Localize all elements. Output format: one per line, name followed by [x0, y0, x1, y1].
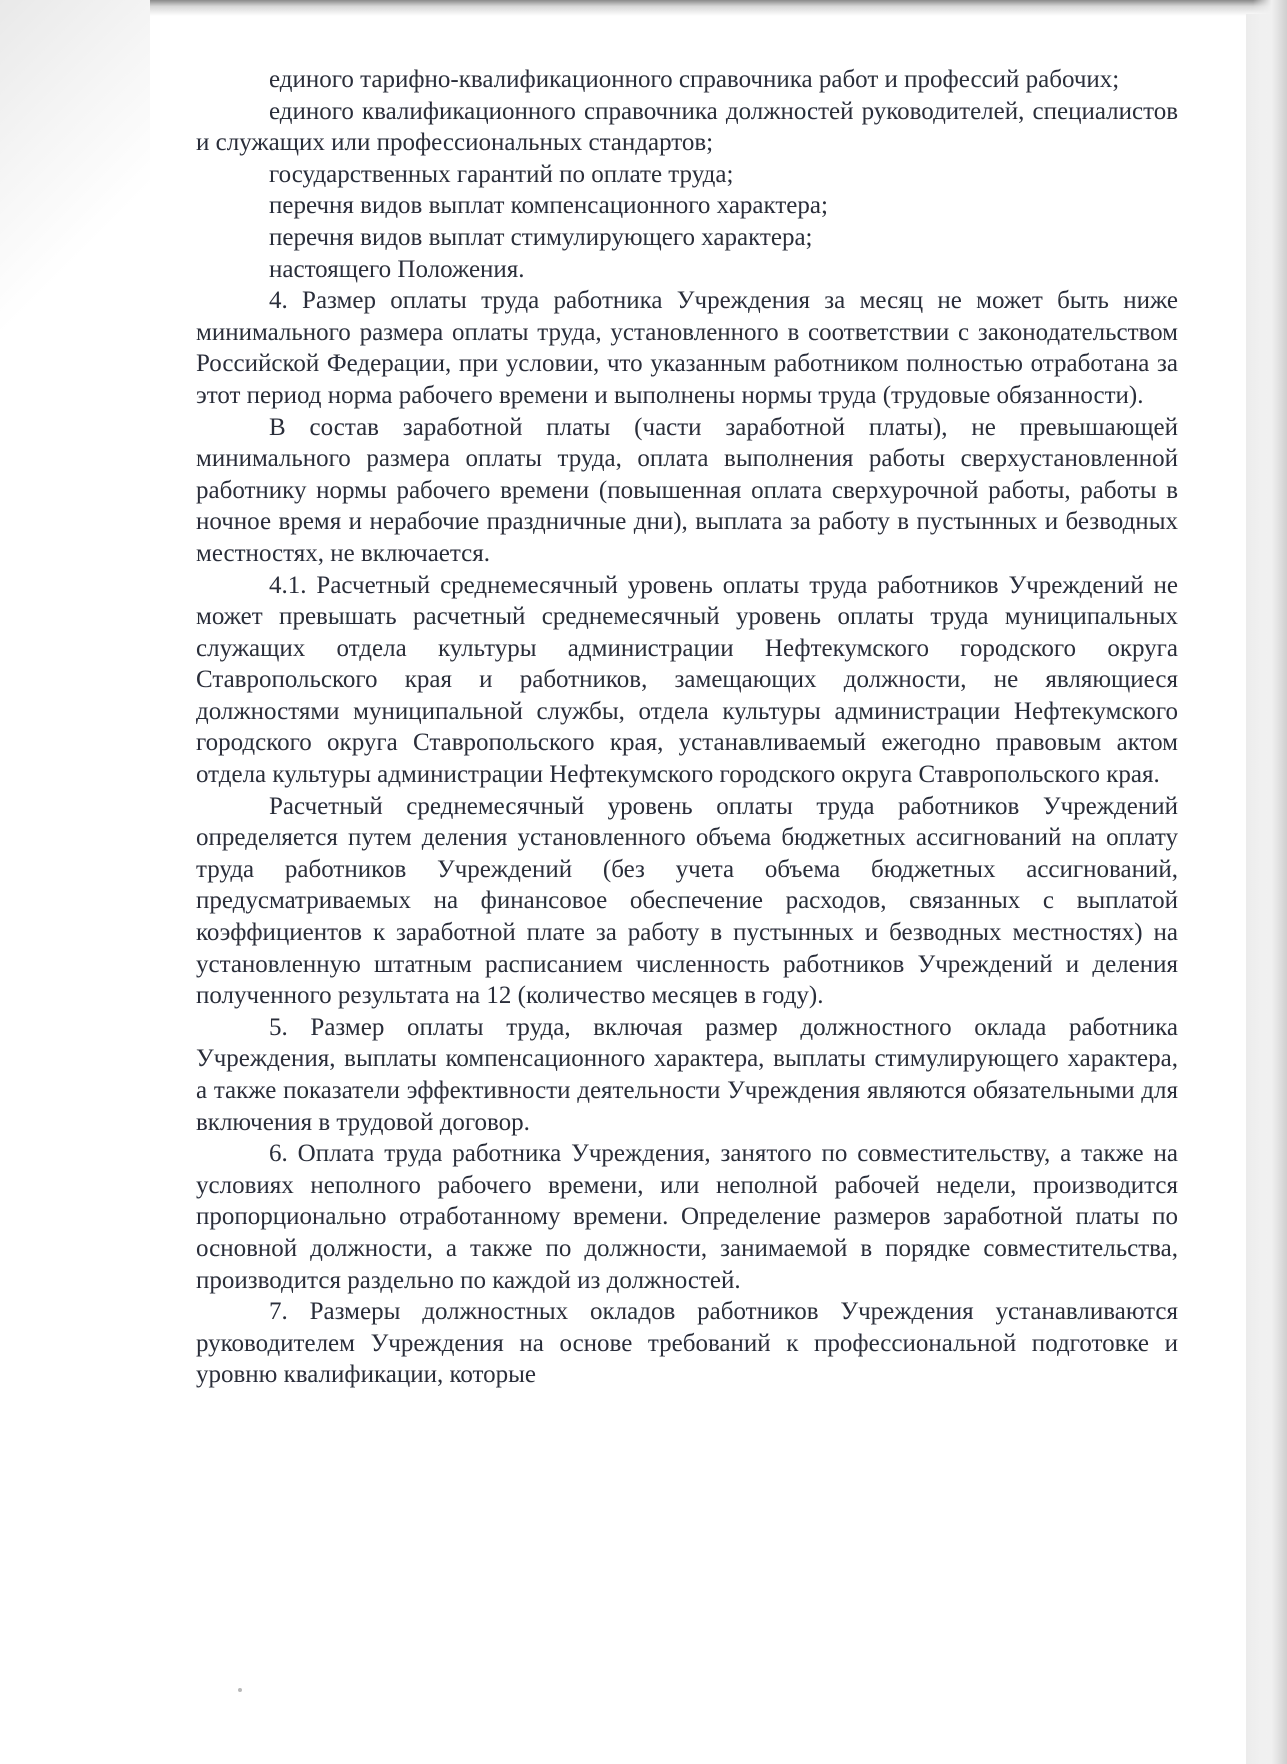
clause-4-1-paragraph-2: Расчетный среднемесячный уровень оплаты труда работников Учреждений определяется путем деления установленного объема бюджетных ассигнований на оплату труда работников Учреждений (без учета объема бюджетных ассигнований, предусматриваемых на финансовое обеспечение расходов, связанных с выплатой коэффициентов к заработной плате за работу в пустынных и безводных местностях) на установленную штатным расписанием численность работников Учреждений и деления полученного результата на 12 (количество месяцев в году). [196, 792, 1178, 1010]
clause-4-1: 4.1. Расчетный среднемесячный уровень оплаты труда работников Учреждений не может превышать расчетный среднемесячный уровень оплаты труда муниципальных служащих отдела культуры администрации Нефтекумского городского округа Ставропольского края и работников, замещающих должности, не являющиеся должностями муниципальной службы, отдела культуры администрации Нефтекумского городского округа Ставропольского края, устанавливаемый ежегодно правовым актом отдела культуры администрации Нефтекумского городского округа Ставропольского края. [196, 571, 1178, 789]
list-item-this-regulation: настоящего Положения. [269, 255, 525, 283]
clause-6: 6. Оплата труда работника Учреждения, занятого по совместительству, а также на условиях неполного рабочего времени, или неполной рабочей недели, производится пропорционально отработанному времени. Определение размеров заработной платы по основной должности, а также по должности, занимаемой в порядке совместительства, производится раздельно по каждой из должностей. [196, 1140, 1178, 1294]
list-item-incentive-payments: перечня видов выплат стимулирующего характера; [269, 223, 813, 251]
clause-4-paragraph-2: В состав заработной платы (части заработной платы), не превышающей минимального размера оплаты труда, оплата выполнения работы сверхустановленной работнику нормы рабочего времени (повышенная оплата сверхурочной работы, работы в ночное время и нерабочие праздничные дни), выплата за работу в пустынных и безводных местностях, не включается. [196, 413, 1178, 567]
scan-shadow-right [1253, 0, 1287, 1764]
list-item-compensation-payments: перечня видов выплат компенсационного характера; [269, 192, 828, 220]
document-body [196, 64, 1178, 1391]
clause-7: 7. Размеры должностных окладов работников Учреждения устанавливаются руководителем Учреждения на основе требований к профессиональной подготовке и уровню квалификации, которые [196, 1298, 1178, 1389]
scan-shadow-top [150, 0, 1287, 16]
list-item-qualification-handbook: единого квалификационного справочника должностей руководителей, специалистов и служащих или профессиональных стандартов; [196, 97, 1178, 157]
list-item-state-guarantees: государственных гарантий по оплате труда; [269, 160, 734, 188]
clause-5: 5. Размер оплаты труда, включая размер должностного оклада работника Учреждения, выплаты компенсационного характера, выплаты стимулирующего характера, а также показатели эффективности деятельности Учреждения являются обязательными для включения в трудовой договор. [196, 1013, 1178, 1136]
scan-shadow-left [0, 0, 150, 330]
scan-speck [238, 1688, 242, 1692]
list-item-tariff-handbook: единого тарифно-квалификационного справочника работ и профессий рабочих; [269, 66, 1120, 93]
clause-4: 4. Размер оплаты труда работника Учреждения за месяц не может быть ниже минимального размера оплаты труда, установленного в соответствии с законодательством Российской Федерации, при условии, что указанным работником полностью отработана за этот период норма рабочего времени и выполнены нормы труда (трудовые обязанности). [196, 287, 1178, 409]
